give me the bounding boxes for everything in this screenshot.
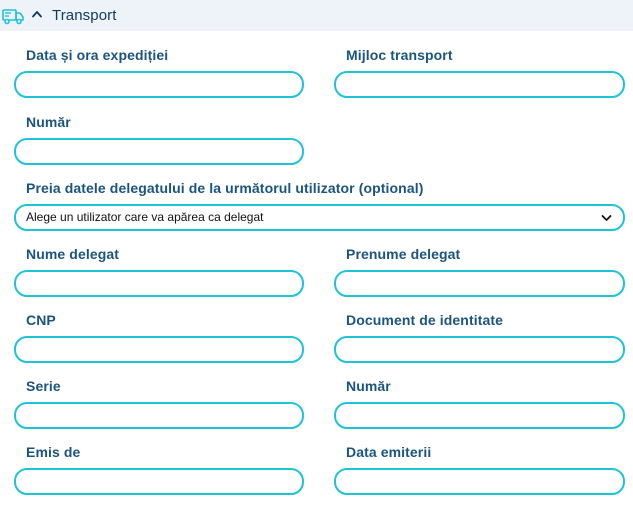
cnp-input[interactable]: [14, 336, 304, 363]
nume-delegat-label: Nume delegat: [26, 246, 119, 262]
prenume-delegat-input[interactable]: [334, 270, 625, 297]
delegat-select-value: Alege un utilizator care va apărea ca delegat: [26, 210, 264, 224]
delegat-select-label: Preia datele delegatului de la următorul utilizator (optional): [26, 180, 424, 196]
prenume-delegat-label: Prenume delegat: [346, 246, 461, 262]
truck-icon: [2, 8, 24, 25]
numar-transport-input[interactable]: [14, 138, 304, 165]
mijloc-transport-label: Mijloc transport: [346, 47, 453, 63]
chevron-down-icon: [601, 214, 612, 222]
chevron-up-icon[interactable]: [32, 10, 42, 18]
emis-de-input[interactable]: [14, 468, 304, 495]
cnp-label: CNP: [26, 312, 56, 328]
data-expeditie-label: Data și ora expediției: [26, 47, 169, 63]
delegat-user-select[interactable]: [14, 204, 625, 231]
emis-de-label: Emis de: [26, 444, 81, 460]
numar-document-input[interactable]: [334, 402, 625, 429]
data-emiterii-label: Data emiterii: [346, 444, 432, 460]
nume-delegat-input[interactable]: [14, 270, 304, 297]
serie-label: Serie: [26, 378, 61, 394]
document-identitate-input[interactable]: [334, 336, 625, 363]
section-title: Transport: [52, 7, 117, 24]
numar-transport-label: Număr: [26, 114, 71, 130]
serie-input[interactable]: [14, 402, 304, 429]
numar-document-label: Număr: [346, 378, 391, 394]
data-expeditie-input[interactable]: [14, 71, 304, 98]
mijloc-transport-input[interactable]: [334, 71, 625, 98]
transport-section-header[interactable]: [0, 0, 633, 31]
data-emiterii-input[interactable]: [334, 468, 625, 495]
document-identitate-label: Document de identitate: [346, 312, 503, 328]
